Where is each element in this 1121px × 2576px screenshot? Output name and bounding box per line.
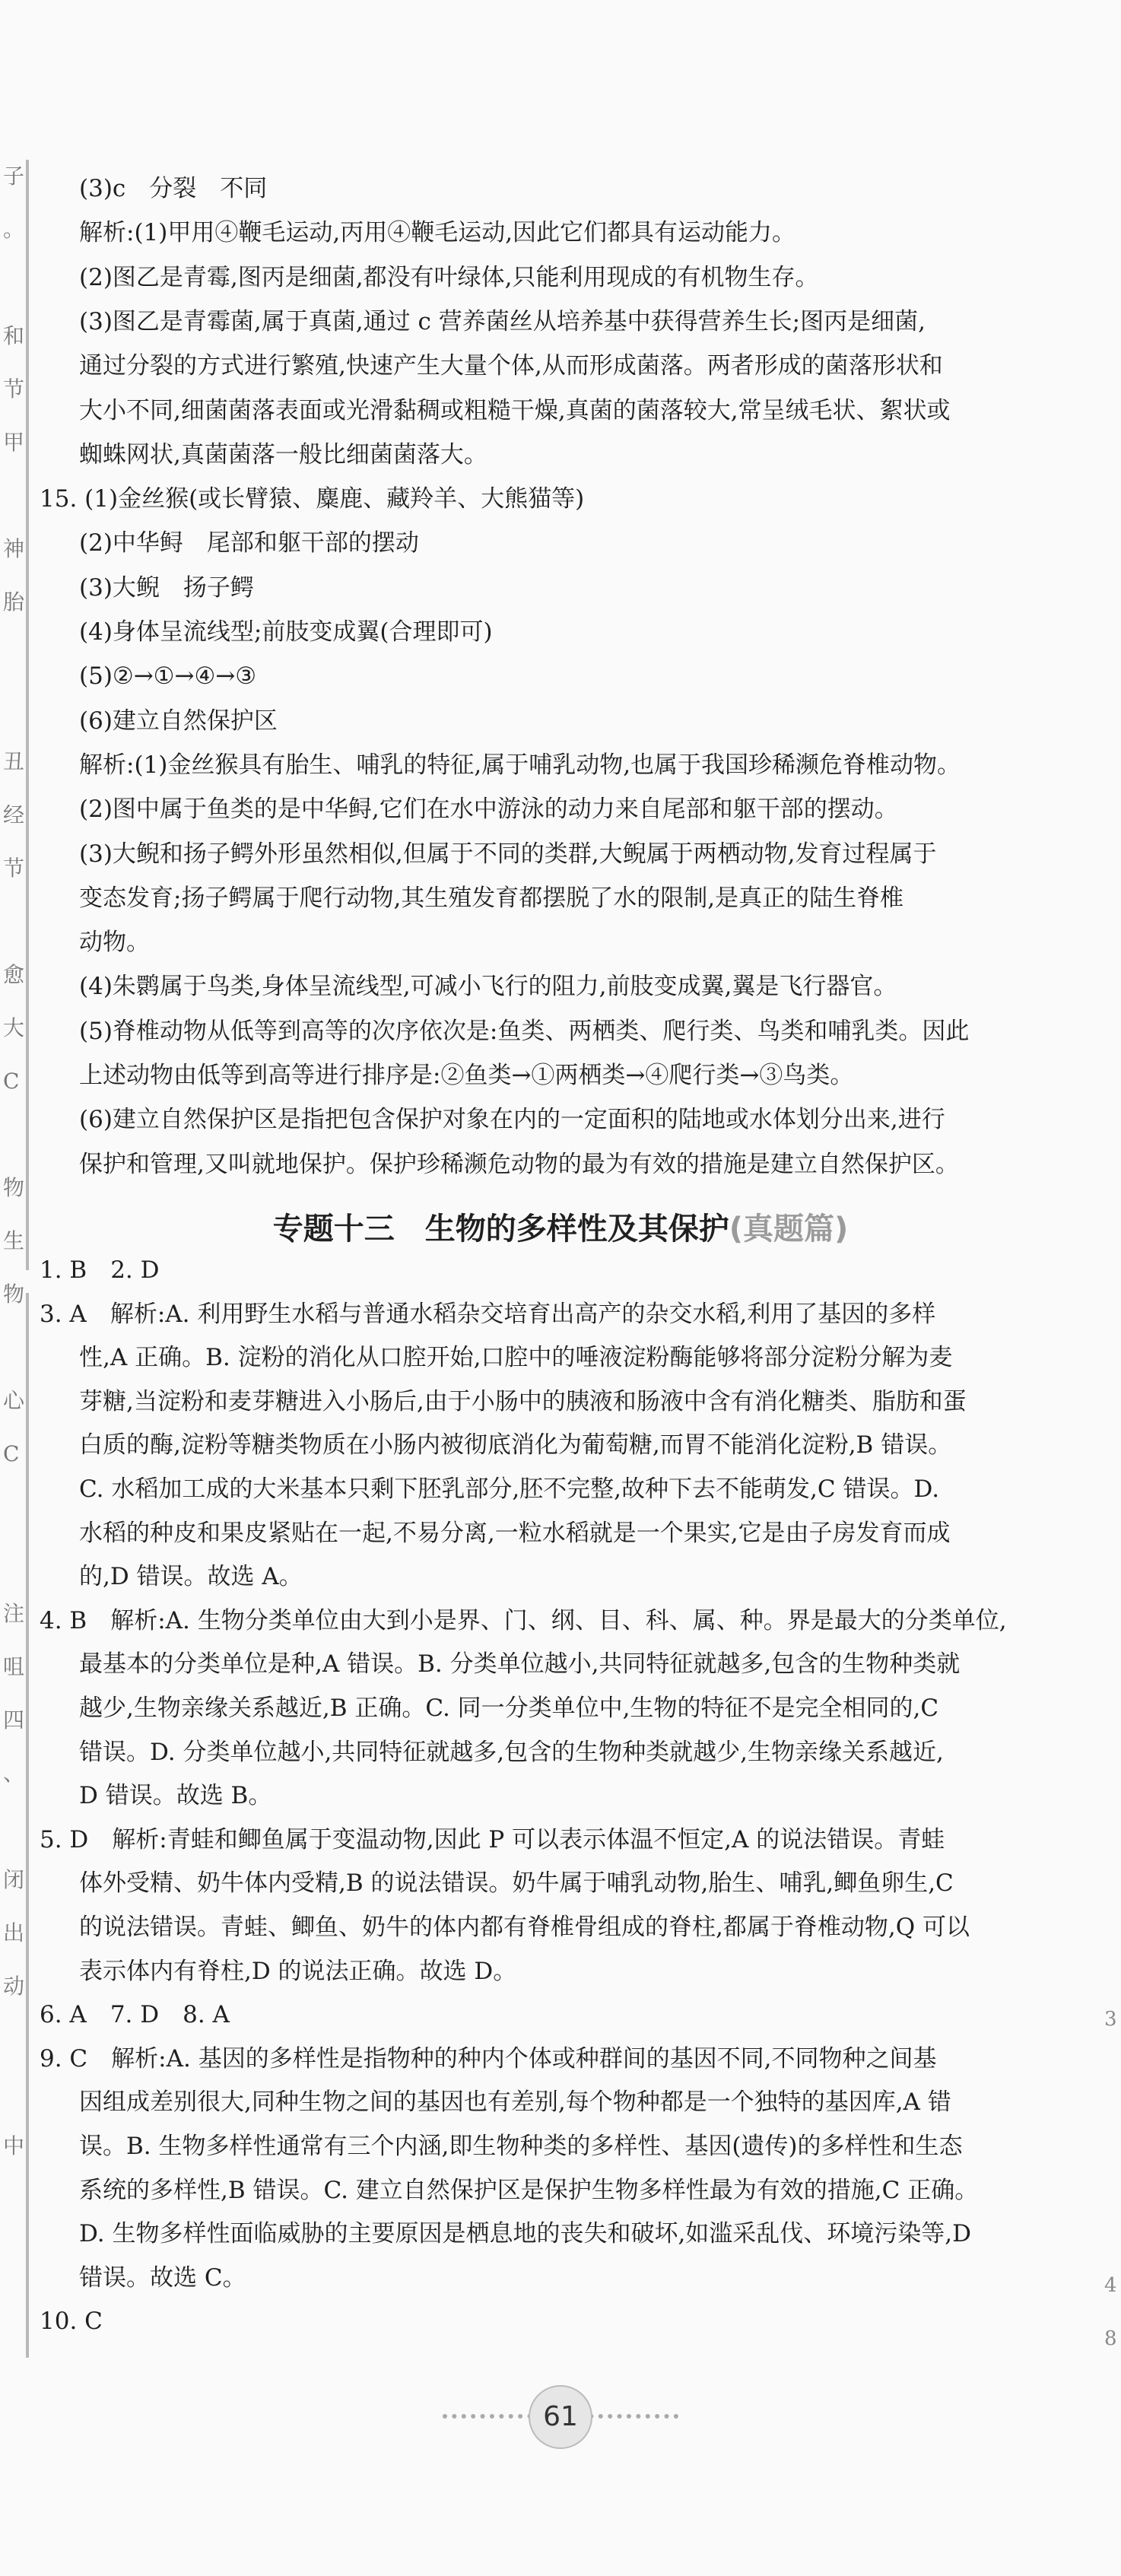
answer-line: 变态发育;扬子鳄属于爬行动物,其生殖发育都摆脱了水的限制,是真正的陆生脊椎 (79, 884, 904, 912)
answer-line: (5)脊椎动物从低等到高等的次序依次是:鱼类、两栖类、爬行类、鸟类和哺乳类。因此 (79, 1017, 970, 1045)
answer-line: (2)图中属于鱼类的是中华鲟,它们在水中游泳的动力来自尾部和躯干部的摆动。 (79, 796, 898, 824)
answer-line: (2)中华鲟 尾部和躯干部的摆动 (79, 529, 419, 557)
margin-char: 8 (1104, 2327, 1117, 2350)
margin-char: 3 (1104, 2008, 1117, 2031)
margin-char: 物 (3, 1282, 25, 1307)
margin-char: 节 (3, 376, 25, 402)
answer-line: (2)图乙是青霉,图丙是细菌,都没有叶绿体,只能利用现成的有机物生存。 (79, 263, 819, 291)
margin-char: 节 (3, 856, 25, 881)
margin-char: 生 (3, 1228, 25, 1253)
margin-char: C (3, 1069, 20, 1094)
margin-char: 。 (3, 217, 25, 242)
margin-char (3, 2282, 21, 2335)
margin-char: 愈 (3, 962, 25, 987)
answer-line: C. 水稻加工成的大米基本只剩下胚乳部分,胚不完整,故种下去不能萌发,C 错误。D. (79, 1475, 940, 1503)
answer-item: 10. C (40, 2308, 103, 2336)
section-title: 专题十三 生物的多样性及其保护 (272, 1212, 729, 1247)
margin-char: 心 (3, 1388, 25, 1413)
answer-item: 15. (1)金丝猴(或长臂猿、麋鹿、藏羚羊、大熊猫等) (40, 485, 585, 513)
page-number-badge (0, 2385, 1121, 2449)
margin-char: C (3, 1441, 20, 1466)
answer-item: 3. A 解析:A. 利用野生水稻与普通水稻杂交培育出高产的杂交水稻,利用了基因的多样 (40, 1300, 936, 1328)
answer-item: 6. A 7. D 8. A (40, 2001, 230, 2029)
answer-line: 错误。故选 C。 (79, 2263, 246, 2292)
margin-char: 物 (3, 1175, 25, 1200)
answer-line: 蜘蛛网状,真菌菌落一般比细菌菌落大。 (79, 440, 487, 469)
page-number-dots-right (580, 2414, 678, 2419)
margin-char (3, 1483, 21, 1536)
answer-line: (3)图乙是青霉菌,属于真菌,通过 c 营养菌丝从培养基中获得营养生长;图丙是细菌, (79, 307, 926, 335)
margin-char: 、 (3, 1761, 25, 1786)
answer-line: 因组成差别很大,同种生物之间的基因也有差别,每个物种都是一个独特的基因库,A 错 (79, 2088, 951, 2117)
answer-line: (3)c 分裂 不同 (79, 175, 268, 202)
page-number-dots-left (443, 2414, 541, 2419)
margin-char (3, 472, 21, 525)
margin-char (3, 2015, 21, 2069)
answer-line: 白质的酶,淀粉等糖类物质在小肠内被彻底消化为葡萄糖,而胃不能消化淀粉,B 错误。 (79, 1431, 952, 1460)
answer-line: D. 生物多样性面临威胁的主要原因是栖息地的丧失和破坏,如滥采乱伐、环境污染等,D (79, 2220, 972, 2248)
margin-char: 甲 (3, 430, 25, 455)
margin-rule-upper (26, 160, 29, 1270)
answer-line: 通过分裂的方式进行繁殖,快速产生大量个体,从而形成菌落。两者形成的菌落形状和 (79, 352, 943, 380)
answer-item: 1. B 2. D (40, 1256, 160, 1284)
answer-line: 错误。D. 分类单位越小,共同特征就越多,包含的生物种类就越少,生物亲缘关系越近, (79, 1738, 944, 1766)
answer-line: (3)大鲵和扬子鳄外形虽然相似,但属于不同的类群,大鲵属于两栖动物,发育过程属于 (79, 840, 937, 868)
margin-char (3, 631, 21, 684)
margin-char (3, 1323, 21, 1377)
answer-line: (5)②→①→④→③ (79, 662, 256, 691)
margin-char (3, 2175, 21, 2228)
margin-char (3, 684, 21, 738)
margin-char (3, 2069, 21, 2122)
margin-char: 丑 (3, 749, 25, 774)
margin-char: 注 (3, 1601, 25, 1626)
answer-line: 保护和管理,又叫就地保护。保护珍稀濒危动物的最为有效的措施是建立自然保护区。 (79, 1150, 959, 1178)
answer-line: (6)建立自然保护区 (79, 707, 278, 735)
answer-line: 表示体内有脊柱,D 的说法正确。故选 D。 (79, 1957, 517, 1985)
answer-line: 的,D 错误。故选 A。 (79, 1563, 303, 1591)
margin-char: 大 (3, 1015, 25, 1040)
answer-line: 芽糖,当淀粉和麦芽糖进入小肠后,由于小肠中的胰液和肠液中含有消化糖类、脂肪和蛋 (79, 1387, 967, 1415)
section-heading (0, 1205, 1121, 1248)
answer-line: 水稻的种皮和果皮紧贴在一起,不易分离,一粒水稻就是一个果实,它是由子房发育而成 (79, 1519, 951, 1547)
answer-item: 5. D 解析:青蛙和鲫鱼属于变温动物,因此 P 可以表示体温不恒定,A 的说法错误。青蛙 (40, 1825, 945, 1853)
margin-char (3, 259, 21, 312)
margin-char (3, 1536, 21, 1590)
answer-line: 动物。 (79, 929, 150, 957)
margin-char: 胎 (3, 589, 25, 615)
page-number: 61 (529, 2385, 592, 2449)
answer-line: (4)朱鹮属于鸟类,身体呈流线型,可减小飞行的阻力,前肢变成翼,翼是飞行器官。 (79, 973, 897, 1001)
answer-line: 系统的多样性,B 错误。C. 建立自然保护区是保护生物多样性最为有效的措施,C 正确。 (79, 2176, 979, 2204)
margin-char: 出 (3, 1920, 25, 1945)
margin-char: 神 (3, 536, 25, 561)
margin-char: 四 (3, 1707, 25, 1733)
answer-line: (3)大鲵 扬子鳄 (79, 573, 254, 602)
margin-rule-lower (26, 1293, 29, 2358)
margin-char: 咀 (3, 1654, 25, 1679)
margin-char: 中 (3, 2133, 25, 2158)
answer-line: 大小不同,细菌菌落表面或光滑黏稠或粗糙干燥,真菌的菌落较大,常呈绒毛状、絮状或 (79, 396, 951, 424)
answer-line: 解析:(1)金丝猴具有胎生、哺乳的特征,属于哺乳动物,也属于我国珍稀濒危脊椎动物。 (79, 751, 961, 779)
answer-line: (6)建立自然保护区是指把包含保护对象在内的一定面积的陆地或水体划分出来,进行 (79, 1106, 945, 1134)
section-tag: (真题篇) (729, 1212, 849, 1247)
margin-char: 闭 (3, 1867, 25, 1892)
margin-char (3, 897, 21, 951)
margin-char: 和 (3, 323, 25, 348)
margin-char (3, 1110, 21, 1164)
answer-line: D 错误。故选 B。 (79, 1782, 272, 1810)
answer-line: (4)身体呈流线型;前肢变成翼(合理即可) (79, 618, 493, 646)
answer-line: 最基本的分类单位是种,A 错误。B. 分类单位越小,共同特征就越多,包含的生物种类就 (79, 1650, 961, 1679)
answer-item: 9. C 解析:A. 基因的多样性是指物种的种内个体或种群间的基因不同,不同物种之间基 (40, 2044, 937, 2073)
answer-line: 解析:(1)甲用④鞭毛运动,丙用④鞭毛运动,因此它们都具有运动能力。 (79, 219, 796, 247)
margin-char (3, 2228, 21, 2282)
answer-item: 4. B 解析:A. 生物分类单位由大到小是界、门、纲、目、科、属、种。界是最大的分类单位, (40, 1606, 1007, 1634)
margin-char: 经 (3, 802, 25, 827)
answer-line: 误。B. 生物多样性通常有三个内涵,即生物种类的多样性、基因(遗传)的多样性和生态 (79, 2133, 963, 2160)
answer-line: 越少,生物亲缘关系越近,B 正确。C. 同一分类单位中,生物的特征不是完全相同的,C (79, 1695, 939, 1722)
answer-line: 性,A 正确。B. 淀粉的消化从口腔开始,口腔中的唾液淀粉酶能够将部分淀粉分解为麦 (79, 1344, 953, 1372)
margin-char: 4 (1104, 2274, 1117, 2297)
answer-line: 上述动物由低等到高等进行排序是:②鱼类→①两栖类→④爬行类→③鸟类。 (79, 1062, 854, 1089)
answer-line: 体外受精、奶牛体内受精,B 的说法错误。奶牛属于哺乳动物,胎生、哺乳,鲫鱼卵生,C (79, 1869, 954, 1898)
margin-char: 子 (3, 164, 25, 189)
answer-line: 的说法错误。青蛙、鲫鱼、奶牛的体内都有脊椎骨组成的脊柱,都属于脊椎动物,Q 可以 (79, 1914, 970, 1941)
margin-char: 动 (3, 1974, 25, 1999)
margin-char (3, 1803, 21, 1856)
